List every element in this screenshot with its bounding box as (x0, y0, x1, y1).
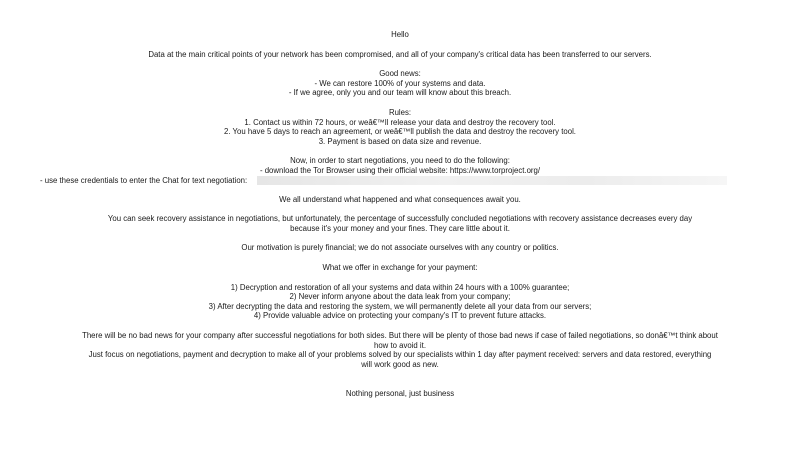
offer-item: 4) Provide valuable advice on protecting your company's IT to prevent future attacks. (253, 311, 547, 321)
understanding-text: We all understand what happened and what consequences await you. (279, 194, 521, 204)
offer-title: What we offer in exchange for your payment: (322, 263, 478, 272)
rule-item: 2. You have 5 days to reach an agreement, or weâ€™ll publish the data and destroy the recovery tool. (224, 127, 576, 137)
good-news-item: - If we agree, only you and our team will know about this breach. (288, 88, 512, 98)
offer-item: 1) Decryption and restoration of all your systems and data within 24 hours with a 100% guarantee; (230, 282, 570, 292)
negotiation-intro: Now, in order to start negotiations, you need to do the following: (290, 156, 510, 166)
greeting: Hello (391, 30, 409, 39)
bad-news-text: There will be no bad news for your company after successful negotiations for both sides. But there will be plenty of those bad news if case of failed negotiations, so donâ€™t think about (82, 330, 718, 340)
intro-paragraph: Data at the main critical points of your network has been compromised, and all of your company's critical data has been transferred to our servers. (148, 49, 652, 59)
offer-item: 2) Never inform anyone about the data leak from your company; (289, 292, 511, 302)
good-news-item: - We can restore 100% of your systems and data. (314, 78, 486, 88)
credentials-label: - use these credentials to enter the Chat for text negotiation: (40, 175, 248, 185)
good-news-title: Good news: (379, 69, 421, 79)
signoff: Nothing personal, just business (345, 389, 455, 399)
offer-item: 3) After decrypting the data and restoring the system, we will permanently delete all your data from our servers; (208, 301, 592, 311)
negotiation-step-credentials (20, 176, 780, 186)
rule-item: 3. Payment is based on data size and revenue. (318, 136, 482, 146)
focus-text: will work good as new. (361, 359, 439, 369)
rule-item: 1. Contact us within 72 hours, or weâ€™ll release your data and destroy the recovery tool. (244, 117, 556, 127)
assistance-text: You can seek recovery assistance in negotiations, but unfortunately, the percentage of successfully concluded negotiations with recovery assistance decreases every day (107, 214, 693, 224)
negotiation-step-tor: - download the Tor Browser using their official website: https://www.torproject.org/ (259, 165, 541, 175)
redacted-credentials (257, 176, 727, 185)
rules-title: Rules: (388, 107, 412, 117)
motivation-text: Our motivation is purely financial; we do not associate ourselves with any country or politics. (241, 243, 559, 253)
focus-text: Just focus on negotiations, payment and decryption to make all of your problems solved by our specialists within 1 day after payment received: servers and data restored, everything (88, 350, 712, 360)
bad-news-text: how to avoid it. (373, 340, 426, 350)
assistance-text: because it's your money and your fines. They care little about it. (290, 223, 510, 233)
